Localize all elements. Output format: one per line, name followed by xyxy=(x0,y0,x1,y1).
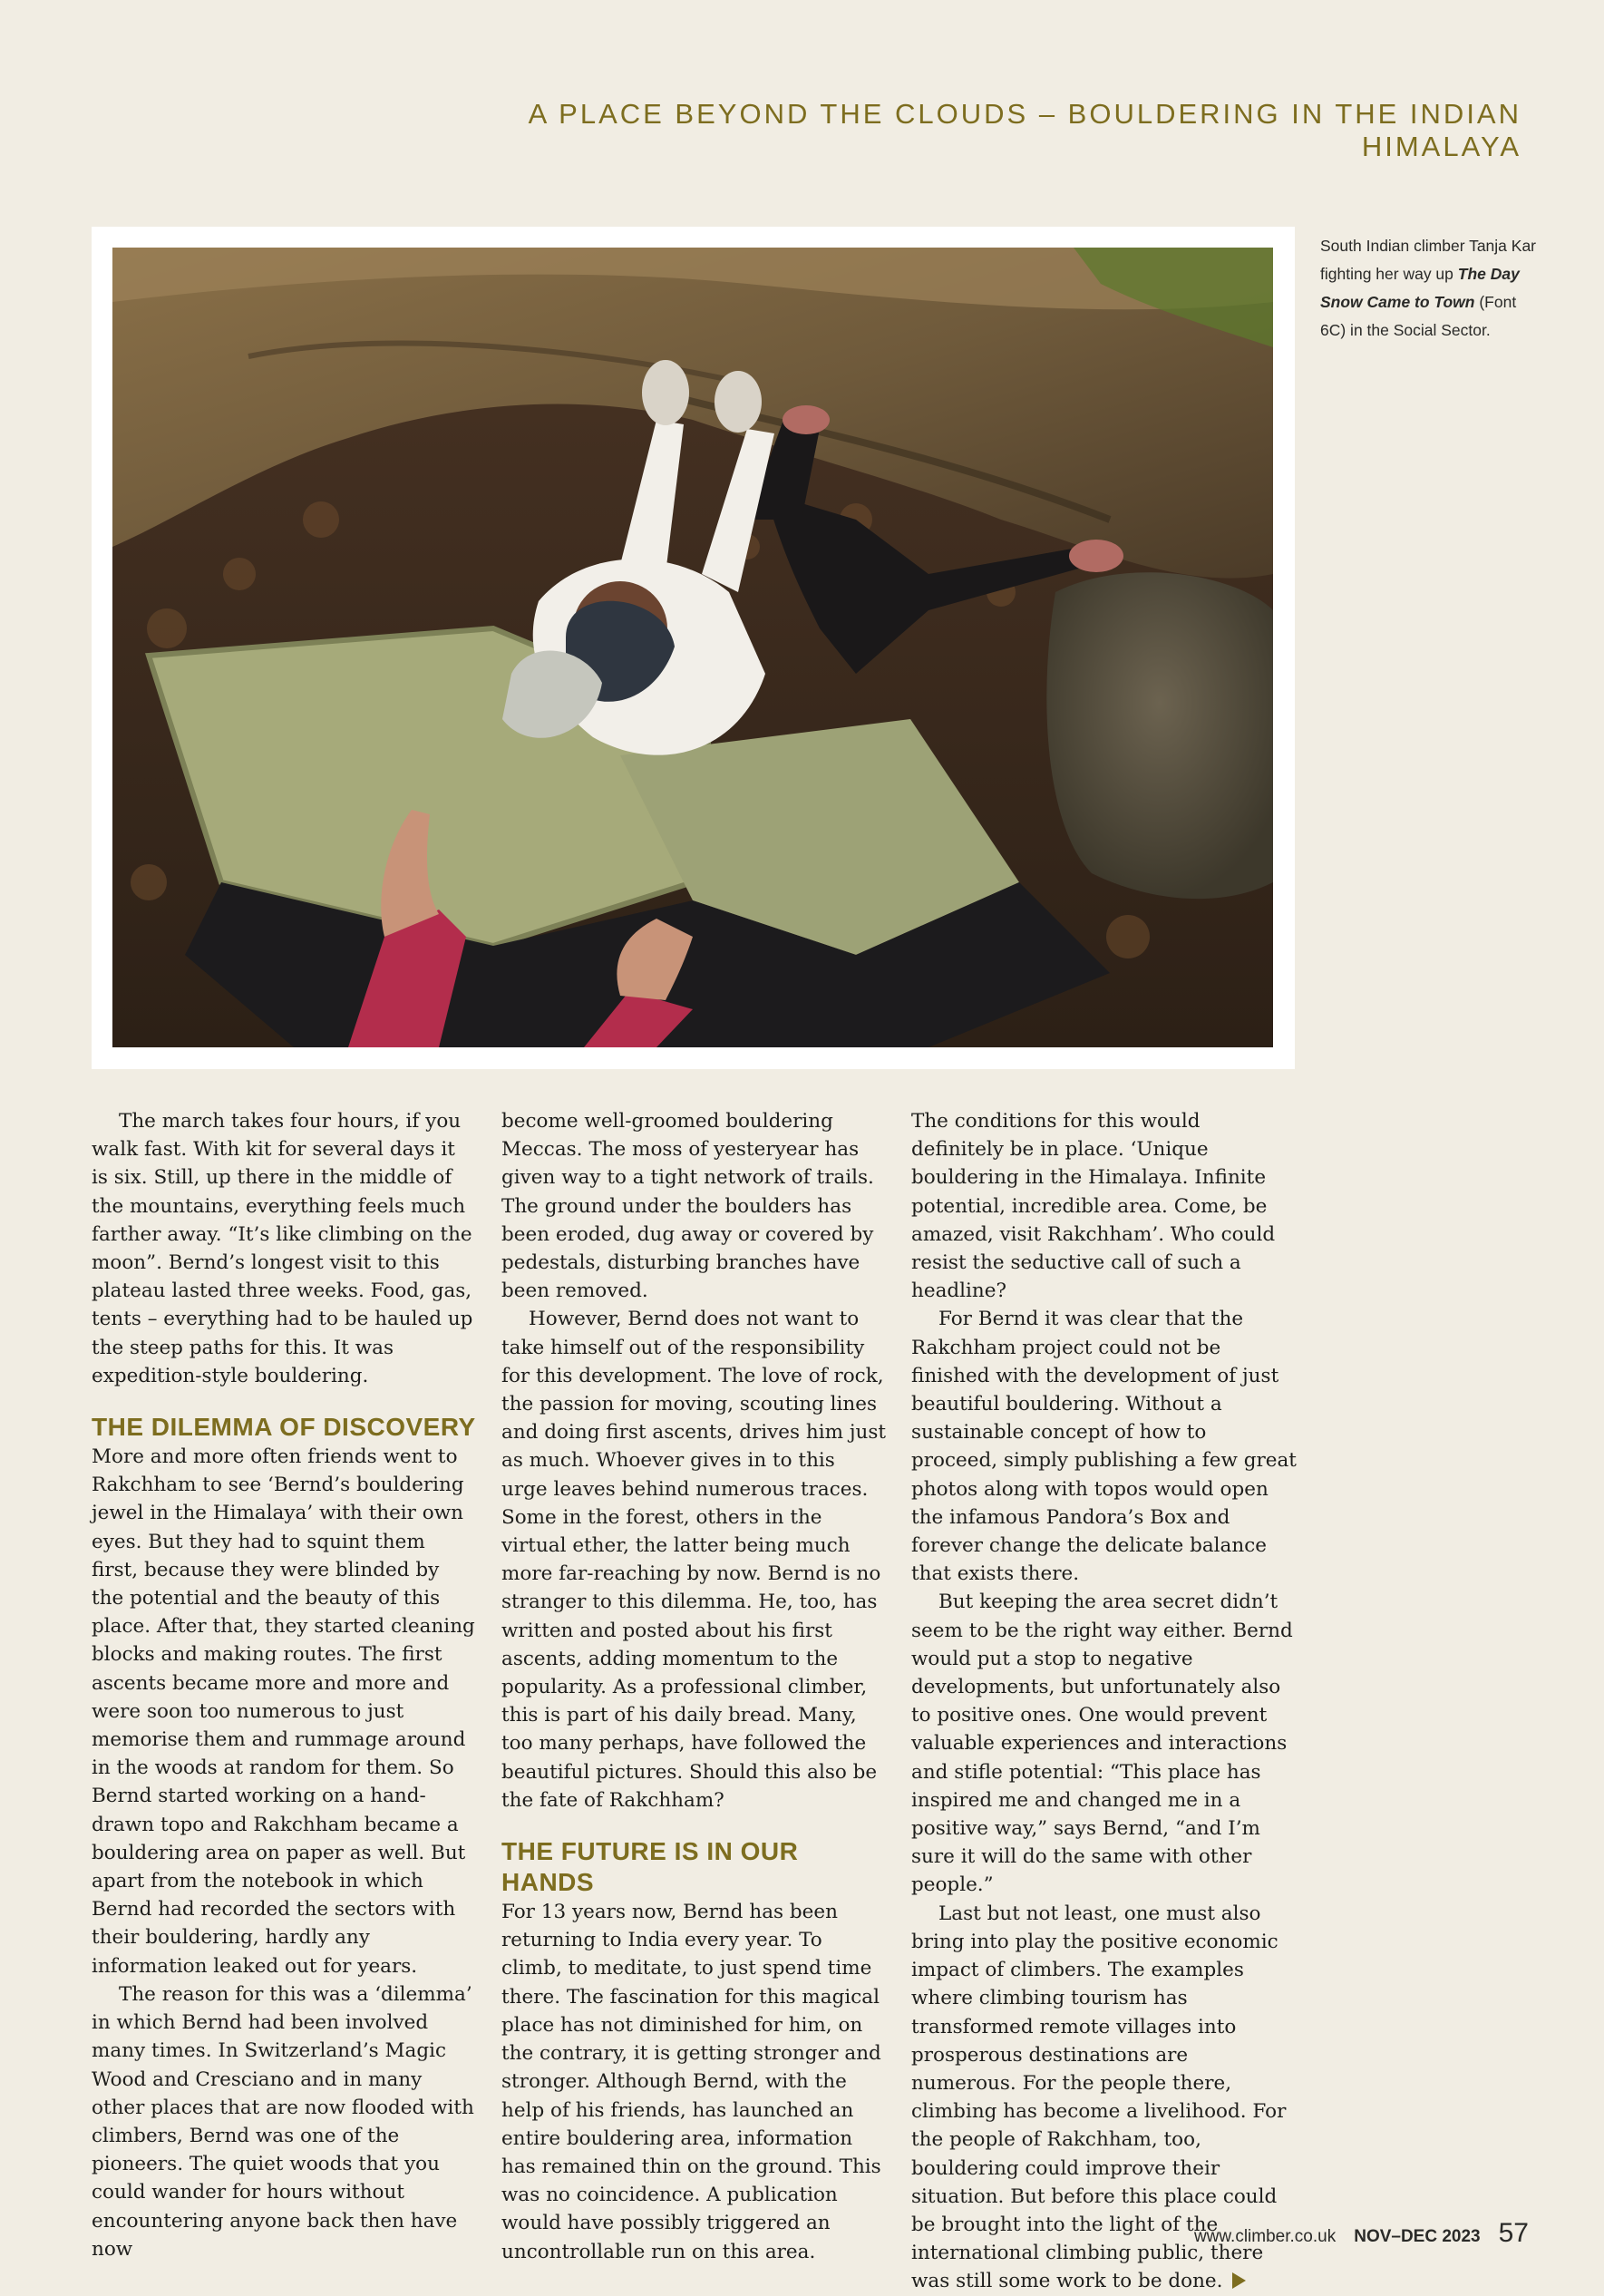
paragraph: However, Bernd does not want to take himself out of the responsibility for this development. The love of rock, the passion for moving, scouting lines and doing first ascents, drives him just as much. Whoever gives in to this urge leaves behind numerous traces. Some in the forest, others in the virtual ether, the latter being much more far-reaching by now. Bernd is no stranger to this dilemma. He, too, has written and posted about his first ascents, adding momentum to the popularity. As a professional climber, this is part of his daily bread. Many, too many perhaps, have followed the beautiful pictures. Should this also be the fate of Rakchham? xyxy=(501,1308,887,1812)
paragraph: For 13 years now, Bernd has been returning to India every year. To climb, to meditate, to just spend time there. The fascination for this magical place has not diminished for him, on the contrary, it is getting stronger and stronger. Although Bernd, with the help of his friends, has launched an entire bouldering area, information has remained thin on the ground. This was no coincidence. A publication would have possibly triggered an uncontrollable run on this area. xyxy=(501,1901,881,2263)
caption-route-name: The Day Snow Came to Town xyxy=(1320,265,1520,311)
article-column-1 xyxy=(92,1107,477,2263)
page-number: 57 xyxy=(1498,2218,1529,2248)
footer-issue: NOV–DEC 2023 xyxy=(1354,2227,1481,2246)
paragraph: The conditions for this would definitely be in place. ‘Unique bouldering in the Himalaya. Infinite potential, incredible area. Come, be amazed, visit Rakchham’. Who could resist the seductive call of such a headline? xyxy=(911,1110,1276,1303)
running-title: A PLACE BEYOND THE CLOUDS – BOULDERING IN THE INDIAN HIMALAYA xyxy=(528,98,1521,162)
footer-url[interactable]: www.climber.co.uk xyxy=(1193,2227,1337,2246)
caption-text-end: (Font 6C) in the Social Sector. xyxy=(1320,293,1517,339)
triangle-right-icon xyxy=(1232,2272,1246,2289)
page-footer xyxy=(1194,2218,1529,2249)
paragraph: The reason for this was a ‘dilemma’ in which Bernd had been involved many times. In Switzerland’s Magic Wood and Cresciano and in many other places that are now flooded with climbers, Bernd was one of the pioneers. The quiet woods that you could wander for hours without encountering anyone back then have now xyxy=(92,1982,474,2261)
paragraph: More and more often friends went to Rakchham to see ‘Bernd’s bouldering jewel in the Himalaya’ with their own eyes. But they had to squint them first, because they were blinded by the potential and the beauty of this place. After that, they started cleaning blocks and making routes. The first ascents became more and more and were soon too numerous to just memorise them and rummage around in the woods at random for them. So Bernd started working on a hand-drawn topo and Rakchham became a bouldering area on paper as well. But apart from the notebook in which Bernd had recorded the sectors with their bouldering, hardly any information leaked out for years. xyxy=(92,1445,475,1978)
photo-caption xyxy=(1320,232,1538,345)
paragraph: For Bernd it was clear that the Rakchham project could not be finished with the development of just beautiful bouldering. Without a sustainable concept of how to proceed, simply publishing a few great photos along with topos would open the infamous Pandora’s Box and forever change the delicate balance that exists there. xyxy=(911,1308,1297,1586)
article-column-2 xyxy=(501,1107,887,2266)
paragraph-text: Last but not least, one must also bring into play the positive economic impact of climbers. The examples where climbing tourism has transformed remote villages into prosperous destinations are numerous. For the people there, climbing has become a livelihood. For the people of Rakchham, too, bouldering could improve their situation. But before this place could be brought into the light of the international climbing public, there was still some work to be done. xyxy=(911,1902,1287,2293)
paragraph: become well-groomed bouldering Meccas. The moss of yesteryear has given way to a tight network of trails. The ground under the boulders has been eroded, dug away or covered by pedestals, disturbing branches have been removed. xyxy=(501,1110,874,1303)
climber-photo-icon xyxy=(112,248,1273,1047)
article-column-3 xyxy=(911,1107,1297,2296)
caption-text-start: South Indian climber Tanja Kar fighting her way up xyxy=(1320,237,1537,283)
paragraph: But keeping the area secret didn’t seem to be the right way either. Bernd would put a stop to negative developments, but unfortunately also to positive ones. One would prevent valuable experiences and interactions and stifle potential: “This place has inspired me and changed me in a positive way,” says Bernd, “and I’m sure it will do the same with other people.” xyxy=(911,1591,1293,1897)
paragraph: The march takes four hours, if you walk fast. With kit for several days it is six. Still, up there in the middle of the mountains, everything feels much farther away. “It’s like climbing on the moon”. Bernd’s longest visit to this plateau lasted three weeks. Food, gas, tents – everything had to be hauled up the steep paths for this. It was expedition-style bouldering. xyxy=(92,1110,473,1387)
section-heading-dilemma: THE DILEMMA OF DISCOVERY xyxy=(92,1413,476,1442)
section-heading-future: THE FUTURE IS IN OUR HANDS xyxy=(501,1837,799,1897)
